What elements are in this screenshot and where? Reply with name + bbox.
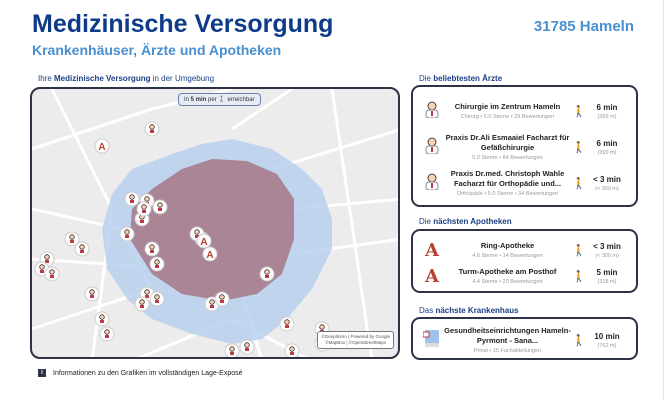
walking-icon: 🚶 [572, 244, 586, 257]
walk-time: < 3 min [593, 241, 621, 251]
map-canvas [32, 89, 400, 359]
list-item[interactable] [413, 129, 636, 165]
walk-distance: (< 300 m) [595, 185, 619, 192]
item-meta: 4.4 Sterne • 20 Bewertungen [472, 278, 543, 285]
info-text: Informationen zu den Grafiken im vollständigen Lage-Exposé [53, 369, 243, 377]
pharmacy-icon: A [425, 265, 439, 287]
svg-text:A: A [98, 142, 106, 153]
item-name: Gesundheitseinrichtungen Hameln-Pyrmont - Sana... [444, 326, 571, 345]
doctor-pin[interactable] [215, 292, 229, 306]
pharmacy-pin[interactable] [203, 247, 217, 261]
item-meta: Orthopäde • 5.0 Sterne • 34 Bewertungen [456, 190, 559, 197]
badge-bold: 5 min [190, 97, 207, 103]
walk-distance: (399 m) [597, 113, 617, 120]
svg-text:A: A [206, 250, 214, 261]
label-bold: nächsten Apotheken [433, 217, 512, 226]
walk-time: 6 min [596, 102, 618, 112]
doctor-pin[interactable] [95, 312, 109, 326]
doctor-icon [421, 100, 443, 123]
doctor-pin[interactable] [135, 297, 149, 311]
walking-icon: 🚶 [572, 105, 586, 118]
label-prefix: Das [419, 306, 436, 315]
svg-text:A: A [200, 237, 208, 248]
item-meta: Chirurg • 5.0 Sterne • 29 Bewertungen [460, 113, 555, 120]
doctor-pin[interactable] [137, 202, 151, 216]
doctor-pin[interactable] [145, 122, 159, 136]
info-icon: i [38, 369, 46, 377]
badge-mid: per [206, 97, 219, 103]
doctor-pin[interactable] [153, 200, 167, 214]
map[interactable] [30, 87, 400, 359]
hospital-card [411, 317, 638, 360]
walk-distance: (399 m) [597, 149, 617, 156]
list-item[interactable] [413, 165, 636, 201]
doctor-icon [421, 136, 443, 159]
walk-time: 10 min [594, 331, 620, 341]
info-note [38, 369, 243, 377]
list-item[interactable] [413, 237, 636, 263]
doctor-pin[interactable] [225, 344, 239, 358]
item-name: Praxis Dr.Ali Esmaaiel Facharzt für Gefäßchirurgie [445, 133, 570, 152]
doctor-pin[interactable] [85, 287, 99, 301]
hospital-label [419, 306, 519, 315]
pharmacy-pin[interactable] [95, 139, 109, 153]
walk-distance: (762 m) [597, 342, 617, 349]
pharmacies-label [419, 217, 512, 226]
item-meta: 4.6 Sterne • 14 Bewertungen [472, 252, 543, 259]
doctor-pin[interactable] [125, 192, 139, 206]
credits-line2: ©MapBox | ©OpenStreetMaps [325, 340, 387, 346]
walk-distance: (318 m) [597, 278, 617, 285]
item-meta: 5.0 Sterne • 84 Bewertungen [472, 154, 543, 161]
page-title: Medizinische Versorgung [32, 10, 334, 38]
doctor-pin[interactable] [145, 242, 159, 256]
label-suffix: in der Umgebung [150, 74, 215, 83]
page-subtitle: Krankenhäuser, Ärzte und Apotheken [32, 42, 282, 58]
label-bold: beliebtesten Ärzte [433, 74, 503, 83]
walk-time: < 3 min [593, 174, 621, 184]
label-bold: nächste Krankenhaus [435, 306, 519, 315]
doctor-pin[interactable] [150, 257, 164, 271]
location-label: 31785 Hameln [533, 18, 634, 35]
hospital-icon [421, 329, 443, 352]
credits-line1: ©Geoplmmo | Powered by Google [321, 334, 390, 340]
label-prefix: Die [419, 74, 434, 83]
list-item[interactable] [413, 326, 636, 354]
map-label [38, 74, 214, 83]
label-prefix: Die [419, 217, 434, 226]
item-name: Chirurgie im Zentrum Hameln [454, 102, 561, 112]
item-meta: Privat • 15 Fachabteilungen [473, 347, 542, 354]
doctor-icon [421, 172, 443, 195]
doctor-pin[interactable] [260, 267, 274, 281]
doctor-pin[interactable] [45, 267, 59, 281]
list-item[interactable] [413, 263, 636, 289]
doctor-pin[interactable] [280, 317, 294, 331]
pharmacy-pin[interactable] [197, 234, 211, 248]
badge-suffix: erreichbar [225, 97, 255, 103]
walking-icon: 🚶 [572, 177, 586, 190]
walk-time: 6 min [596, 138, 618, 148]
map-credits [317, 331, 394, 349]
walking-icon: 🚶 [572, 270, 586, 283]
doctor-pin[interactable] [285, 344, 299, 358]
walking-icon: 🚶 [572, 334, 586, 347]
doctor-pin[interactable] [240, 340, 254, 354]
badge-prefix: In [184, 97, 191, 103]
reachability-badge [178, 93, 261, 106]
label-bold: Medizinische Versorgung [54, 74, 151, 83]
doctor-pin[interactable] [150, 292, 164, 306]
doctor-pin[interactable] [100, 327, 114, 341]
walk-time: 5 min [596, 267, 618, 277]
doctors-card [411, 85, 638, 207]
pharmacy-icon: A [425, 239, 439, 261]
doctor-pin[interactable] [75, 242, 89, 256]
list-item[interactable] [413, 93, 636, 129]
walk-distance: (< 300 m) [595, 252, 619, 259]
label-prefix: Ihre [38, 74, 55, 83]
walking-icon: 🚶 [218, 97, 226, 103]
item-name: Turm-Apotheke am Posthof [458, 267, 557, 277]
pharmacies-card [411, 229, 638, 293]
doctor-pin[interactable] [120, 227, 134, 241]
walking-icon: 🚶 [572, 141, 586, 154]
doctors-label [419, 74, 502, 83]
item-name: Praxis Dr.med. Christoph Wahle Facharzt für Orthopädie und... [450, 169, 565, 188]
item-name: Ring-Apotheke [480, 241, 535, 251]
